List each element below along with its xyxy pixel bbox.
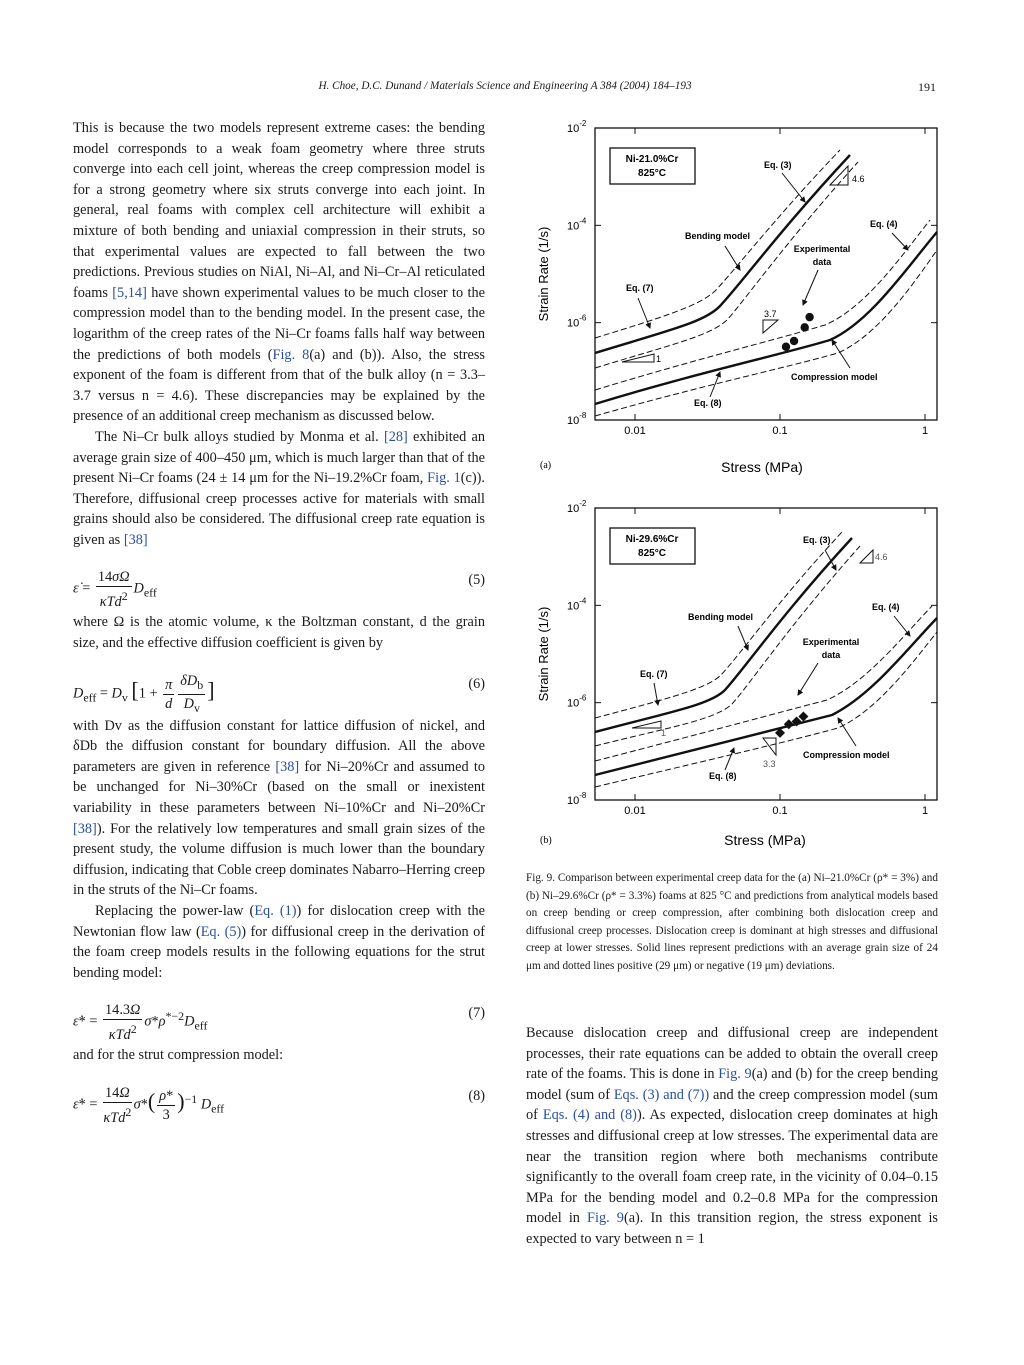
paragraph: Replacing the power-law (Eq. (1)) for dislocation creep with the Newtonian flow law (Eq. (5)) for diffusional creep in the derivation of the foam creep models results in the following equations for the strut bending model: <box>73 903 485 981</box>
equation-5: ε̇ = $\frac{14\sigma\Omega}{\kappa Td^2}$ $D_{eff}$ (5) <box>73 569 485 611</box>
paragraph: and for the strut compression model: <box>73 1047 284 1064</box>
fig-link[interactable]: Fig. 8 <box>272 346 310 363</box>
svg-text:1: 1 <box>656 354 662 364</box>
bending-model-label: Bending model <box>685 231 750 241</box>
ref-link[interactable]: [28] <box>383 428 408 445</box>
svg-text:1: 1 <box>661 728 667 738</box>
svg-text:data: data <box>821 650 841 660</box>
material-label: Ni-29.6%Cr <box>625 534 679 545</box>
left-column <box>73 118 485 1128</box>
data-point <box>790 337 798 345</box>
panel-label: (b) <box>540 835 552 846</box>
y-tick-label: $10^{-4}$ <box>567 216 587 233</box>
running-header: H. Choe, D.C. Dunand / Materials Science and Engineering A 384 (2004) 184–193 <box>318 80 692 92</box>
eq4-label: Eq. (4) <box>872 602 900 612</box>
right-column <box>526 1023 938 1250</box>
y-tick-label: $10^{-2}$ <box>567 499 587 515</box>
fig-link[interactable]: Fig. 1 <box>427 470 461 487</box>
experimental-label: Experimental <box>802 637 860 647</box>
slope-triangle-high <box>860 550 873 563</box>
paragraph: where Ω is the atomic volume, κ the Boltzman constant, d the grain size, and the effective diffusion coefficient is given by <box>73 614 485 652</box>
equation-6: $D_{eff} = D_v$ [1 + $\frac{\pi}{d}$ $\frac{\delta D_b}{D_v}$ ] (6) <box>73 672 485 715</box>
y-axis-label: Strain Rate (1/s) <box>536 226 551 322</box>
y-tick-label: $10^{-6}$ <box>567 313 587 330</box>
fig-link[interactable]: Fig. 9 <box>587 1210 624 1227</box>
page-number: 191 <box>918 80 936 94</box>
temperature-label: 825°C <box>638 548 666 559</box>
svg-text:3.7: 3.7 <box>764 309 777 319</box>
data-point <box>782 343 790 351</box>
y-tick-label: $10^{-8}$ <box>567 411 587 427</box>
compression-model-upper <box>595 220 930 390</box>
svg-text:4.6: 4.6 <box>852 174 865 184</box>
eq-link[interactable]: Eq. (5) <box>200 923 242 940</box>
x-tick-label: 0.01 <box>624 805 646 817</box>
data-point <box>800 323 808 331</box>
y-axis-label: Strain Rate (1/s) <box>536 606 551 702</box>
temperature-label: 825°C <box>638 168 666 179</box>
eq3-label: Eq. (3) <box>764 160 792 170</box>
eq3-label: Eq. (3) <box>803 535 831 545</box>
x-axis-label: Stress (MPa) <box>721 459 803 475</box>
x-tick-label: 1 <box>921 805 929 817</box>
y-tick-label: $10^{-2}$ <box>567 119 587 135</box>
svg-text:4.6: 4.6 <box>875 552 888 562</box>
fig-link[interactable]: Fig. 9 <box>718 1066 752 1083</box>
x-axis-label: Stress (MPa) <box>724 832 806 848</box>
chart-panel-b <box>536 499 937 848</box>
paragraph: The Ni–Cr bulk alloys studied by Monma et al. [28] exhibited an average grain size of 400–450 μm, which is much larger than that of the present Ni–Cr foams (24 ± 14 μm for the Ni–19.2%Cr foam, Fig. 1(c)). Therefore, diffusional creep processes active for materials with small grains should also be considered. The diffusional creep rate equation is given as [38] <box>73 428 485 548</box>
eq4-label: Eq. (4) <box>870 219 898 229</box>
x-tick-label: 0.1 <box>772 805 788 817</box>
paragraph: Because dislocation creep and diffusional creep are independent processes, their rate equations can be added to obtain the overall creep rate of the foams. This is done in Fig. 9(a) and (b) for the creep bending model (sum of Eqs. (3) and (7)) and the creep compression model (sum of Eqs. (4) and (8)). As expected, dislocation creep dominates at high stresses and diffusional creep at low stresses. The experimental data are near the transition region where both mechanisms contribute significantly to the overall foam creep rate, in the vicinity of 0.04–0.15 MPa for the bending model and 0.2–0.8 MPa for the compression model in Fig. 9(a). In this transition region, the stress exponent is expected to vary between n = 1 <box>526 1025 939 1247</box>
ref-link[interactable]: [5,14] <box>112 284 147 301</box>
ref-link[interactable]: [38] <box>123 531 148 548</box>
eq7-label: Eq. (7) <box>640 669 668 679</box>
y-tick-label: $10^{-6}$ <box>567 693 587 710</box>
equation-8: ε̇* = $\frac{14\Omega}{\kappa Td^2}$ σ*( $\frac{\rho*}{3}$ )$^{-1}$ $D_{eff}$ (8) <box>73 1084 485 1126</box>
ref-link[interactable]: [38] <box>73 820 97 837</box>
eq8-label: Eq. (8) <box>694 398 722 408</box>
chart-panel-a <box>536 119 937 475</box>
equation-7: ε̇* = $\frac{14.3\Omega}{\kappa Td^2}$ $\sigma*\rho^{*-2}D_{eff}$ (7) <box>73 1002 485 1044</box>
x-tick-label: 0.1 <box>772 425 788 437</box>
y-tick-label: $10^{-4}$ <box>567 596 587 613</box>
figure-9 <box>520 110 940 855</box>
ref-link[interactable]: [38] <box>275 758 300 775</box>
paragraph: with Dv as the diffusion constant for lattice diffusion of nickel, and δDb the diffusion constant for boundary diffusion. All the above parameters are given in reference [38] for Ni–20%Cr and assumed to be unchanged for Ni–30%Cr (based on the small or inexistent variability in these parameters between Ni–10%Cr and Ni–20%Cr [38]). For the relatively low temperatures and small grain sizes of the present study, the volume diffusion is much lower than the boundary diffusion, indicating that Coble creep dominates Nabarro–Herring creep in the struts of the Ni–Cr foams. <box>73 717 485 899</box>
eq-link[interactable]: Eqs. (4) and (8) <box>542 1107 637 1124</box>
figure-caption: Fig. 9. Comparison between experimental creep data for the (a) Ni–21.0%Cr (ρ* = 3%) and (b) Ni–29.6%Cr (ρ* = 3.3%) foams at 825 °C and predictions from analytical models based on creep bending or creep compression, after combining both dislocation creep and diffusional creep processes. Dislocation creep is dominant at high stresses and diffusional creep at lower stresses. Solid lines represent predictions with an average grain size of 24 μm and dotted lines positive (29 μm) or negative (19 μm) deviations. <box>526 872 938 972</box>
x-tick-label: 1 <box>921 425 929 437</box>
paragraph: This is because the two models represent extreme cases: the bending model corresponds to a weak foam geometry where three struts converge into each cell joint, whereas the creep compression model is for a strong geometry where six struts converge into each joint. In general, real foams with complex cell architecture will exhibit a mixture of both bending and uniaxial compression in their struts, so that experimental values are expected to fall between the two predictions. Previous studies on NiAl, Ni–Al, and Ni–Cr–Al reticulated foams [5,14] have shown experimental values to be much closer to the compression model than to the bending model. In the present case, the logarithm of the creep rates of the Ni–Cr foams falls half way between the predictions of both models (Fig. 8(a) and (b)). Also, the stress exponent of the foam is different from that of the bulk alloy (n = 3.3–3.7 versus n = 4.6). These discrepancies may be explained by the presence of an additional creep mechanism as discussed below. <box>73 120 485 425</box>
experimental-label: Experimental <box>793 244 851 254</box>
slope-triangle-exp <box>763 320 778 333</box>
svg-text:3.3: 3.3 <box>763 759 776 769</box>
x-tick-label: 0.01 <box>624 425 646 437</box>
bending-model-label: Bending model <box>688 612 753 622</box>
eq-link[interactable]: Eq. (1) <box>254 903 297 919</box>
slope-triangle-low <box>622 354 654 362</box>
material-label: Ni-21.0%Cr <box>625 154 679 165</box>
eq8-label: Eq. (8) <box>709 771 737 781</box>
y-tick-label: $10^{-8}$ <box>567 791 587 807</box>
eq-link[interactable]: Eqs. (3) and (7)) <box>613 1086 710 1103</box>
bending-model-curve <box>595 538 852 732</box>
panel-label: (a) <box>540 460 552 471</box>
svg-text:data: data <box>812 257 832 267</box>
compression-model-label: Compression model <box>803 750 890 760</box>
eq7-label: Eq. (7) <box>626 283 654 293</box>
compression-model-label: Compression model <box>791 372 878 382</box>
data-point <box>805 313 813 321</box>
